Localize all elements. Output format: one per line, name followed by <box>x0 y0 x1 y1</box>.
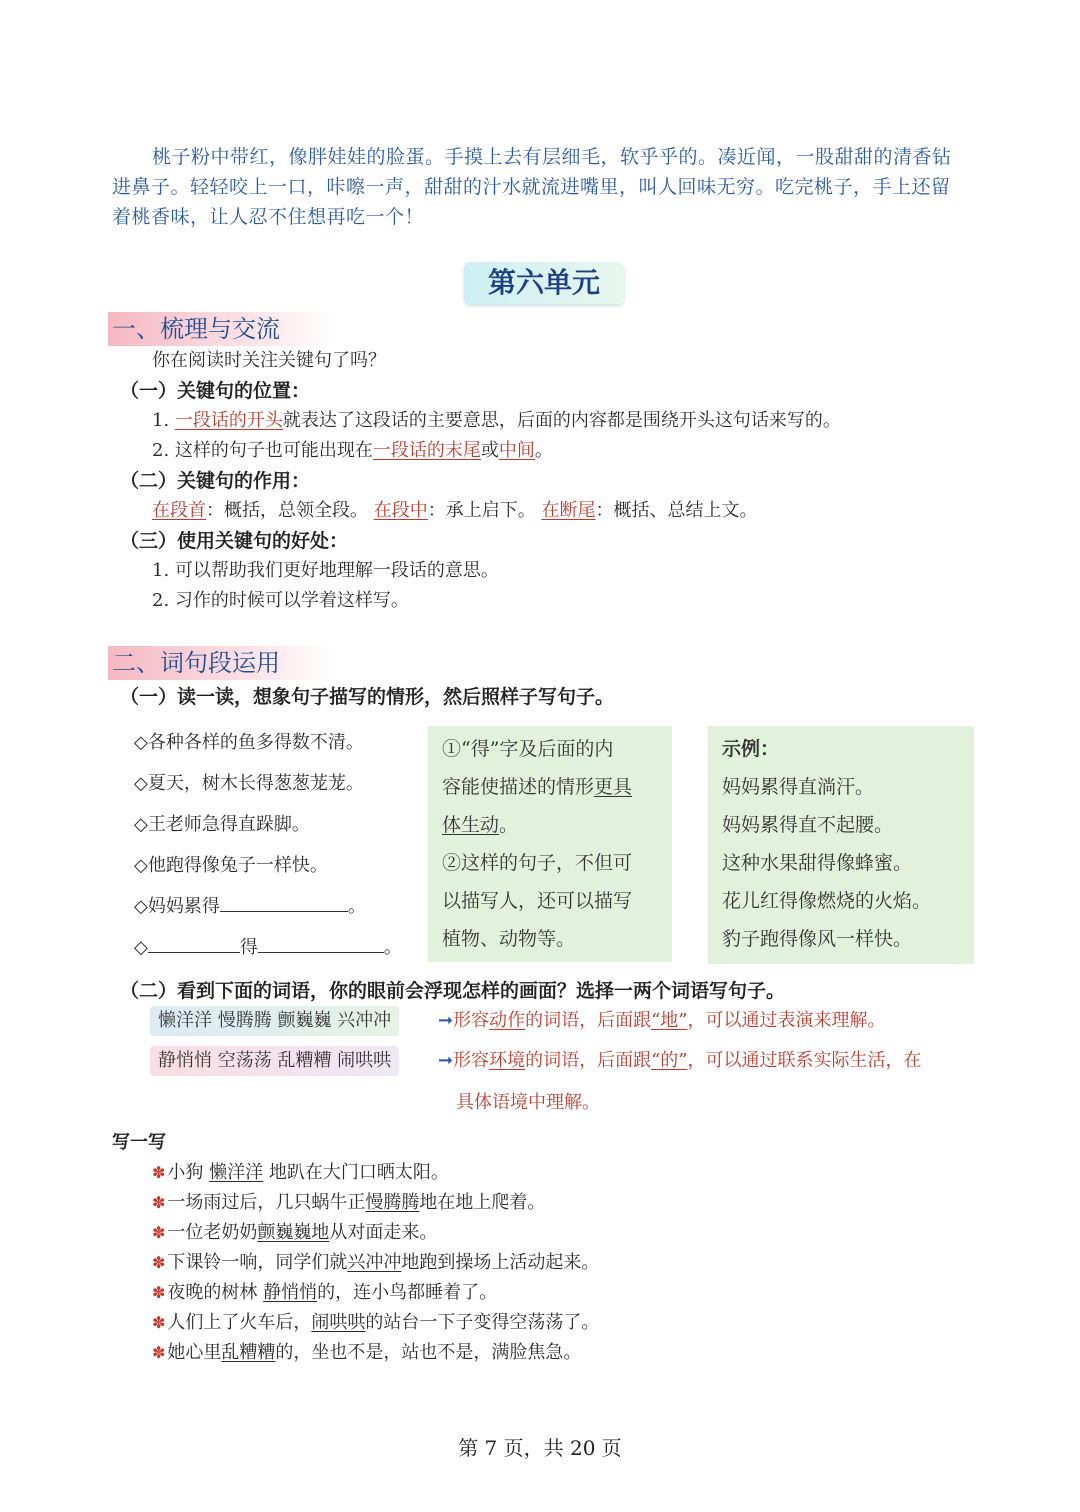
tip-line: 以描写人，还可以描写 <box>442 890 633 912</box>
list-item <box>152 1248 599 1278</box>
intro-line-1: 桃子粉中带红，像胖娃娃的脸蛋。手摸上去有层细毛，软乎乎的。凑近闻，一股甜甜的清香钻 <box>152 146 952 168</box>
sentence-underline: 乱糟糟 <box>221 1342 276 1363</box>
sentence-text: 的站台一下子变得空荡荡了。 <box>365 1312 600 1333</box>
tip-line: ①“得”字及后面的内 <box>442 738 614 760</box>
flower-icon: ✽ <box>152 1313 166 1332</box>
list-item <box>152 1158 599 1188</box>
item-text: 。 <box>383 937 402 958</box>
sentence-text: 下课铃一响，同学们就 <box>167 1252 348 1273</box>
example-line: 豹子跑得像风一样快。 <box>722 928 913 950</box>
write-sentence-list <box>152 1158 599 1368</box>
sentence-text: 小狗 <box>167 1162 210 1183</box>
flower-icon: ✽ <box>152 1223 166 1242</box>
note-underline: “的” <box>651 1050 688 1071</box>
example-heading: 示例： <box>722 738 780 760</box>
sentence-underline: 兴冲冲 <box>347 1252 402 1273</box>
list-item <box>152 1188 599 1218</box>
list-item: ◇夏天，树木长得葱葱茏茏。 <box>134 773 364 794</box>
note-text: ，可以通过联系实际生活，在 <box>687 1050 922 1071</box>
action-words: 懒洋洋 慢腾腾 颤巍巍 兴冲冲 <box>150 1006 399 1036</box>
list-item: ◇他跑得像兔子一样快。 <box>134 855 328 876</box>
key-sentence-position-title: （一）关键句的位置： <box>120 380 311 402</box>
arrow-icon: ➞ <box>438 1050 454 1071</box>
page-number: 第 7 页，共 20 页 <box>458 1436 622 1460</box>
position-item-1 <box>152 406 841 436</box>
flower-icon: ✽ <box>152 1193 166 1212</box>
sentence-text: 人们上了火车后， <box>167 1312 312 1333</box>
function-line <box>152 496 757 526</box>
read-and-write-title: （一）读一读，想象句子描写的情形，然后照样子写句子。 <box>120 686 615 708</box>
item-number: 2. <box>152 440 170 461</box>
list-item <box>152 1278 599 1308</box>
word-imagination-title: （二）看到下面的词语，你的眼前会浮现怎样的画面？选择一两个词语写句子。 <box>120 980 786 1002</box>
item-text: 就表达了这段话的主要意思，后面的内容都是围绕开头这句话来写的。 <box>282 410 841 431</box>
list-item <box>152 1338 599 1368</box>
sentence-text: 地在地上爬着。 <box>419 1192 546 1213</box>
item-text: ：承上启下。 <box>427 500 536 521</box>
emphasis-text: 在段中 <box>373 500 428 521</box>
fill-blank-2 <box>134 927 414 968</box>
sentence-underline: 静悄悄 <box>263 1282 318 1303</box>
key-sentence-benefit-title: （三）使用关键句的好处： <box>120 530 349 552</box>
flower-icon: ✽ <box>152 1283 166 1302</box>
sentence-text: 一位老奶奶 <box>167 1222 258 1243</box>
answer-blank[interactable] <box>148 932 240 953</box>
example-line: 妈妈累得直不起腰。 <box>722 814 894 836</box>
sentence-text: 夜晚的树林 <box>167 1282 264 1303</box>
note-text: 形容 <box>453 1050 490 1071</box>
emphasis-text: 一段话的开头 <box>174 410 283 431</box>
sentence-text: 的，坐也不是，站也不是，满脸焦急。 <box>275 1342 582 1363</box>
example-box <box>708 726 974 964</box>
environment-words: 静悄悄 空荡荡 乱糟糟 闹哄哄 <box>150 1046 399 1076</box>
flower-icon: ✽ <box>152 1343 166 1362</box>
arrow-icon: ➞ <box>438 1010 454 1031</box>
environment-words-note-line-2: 具体语境中理解。 <box>456 1092 600 1113</box>
unit-title: 第六单元 <box>464 262 624 304</box>
write-title: 写一写 <box>112 1132 166 1153</box>
flower-icon: ✽ <box>152 1163 166 1182</box>
tip-text: 容能使描述的情形 <box>442 776 595 798</box>
item-text: ：概括，总领全段。 <box>206 500 368 521</box>
list-item: ◇王老师急得直跺脚。 <box>134 814 310 835</box>
sentence-text: 一场雨过后，几只蜗牛正 <box>167 1192 366 1213</box>
note-text: 形容 <box>453 1010 490 1031</box>
list-item <box>152 1308 599 1338</box>
sentence-underline: 闹哄哄 <box>311 1312 366 1333</box>
example-line: 妈妈累得直淌汗。 <box>722 776 875 798</box>
sentence-underline: 懒洋洋 <box>209 1162 264 1183</box>
section-1-heading: 一、梳理与交流 <box>108 312 334 346</box>
note-underline: “地” <box>651 1010 688 1031</box>
key-sentence-function-title: （二）关键句的作用： <box>120 470 311 492</box>
list-item <box>152 1218 599 1248</box>
emphasis-text: 在断尾 <box>541 500 596 521</box>
item-text: 或 <box>480 440 499 461</box>
action-words-note <box>438 1006 886 1036</box>
section-1-question: 你在阅读时关注关键句了吗？ <box>152 350 386 371</box>
example-line: 这种水果甜得像蜂蜜。 <box>722 852 913 874</box>
environment-words-note <box>438 1046 922 1076</box>
example-sentence-list <box>134 722 414 968</box>
note-underline: 环境 <box>489 1050 526 1071</box>
answer-blank[interactable] <box>220 891 348 912</box>
item-text: 这样的句子也可能出现在 <box>174 440 373 461</box>
item-text: ：概括、总结上文。 <box>595 500 758 521</box>
item-text: 。 <box>347 896 366 917</box>
tip-underline: 体生动 <box>442 814 500 836</box>
tip-line: ②这样的句子，不但可 <box>442 852 633 874</box>
position-item-2 <box>152 436 553 466</box>
item-text: 得 <box>239 937 258 958</box>
intro-line-2: 进鼻子。轻轻咬上一口，咔嚓一声，甜甜的汁水就流进嘴里，叫人回味无穷。吃完桃子，手上还留 <box>112 176 951 198</box>
sentence-text: 的，连小鸟都睡着了。 <box>317 1282 498 1303</box>
item-text: ◇ <box>134 937 148 958</box>
note-text: 的词语，后面跟 <box>525 1010 652 1031</box>
item-number: 1. <box>152 410 170 431</box>
fill-blank-1 <box>134 886 414 927</box>
list-item: ◇各种各样的鱼多得数不清。 <box>134 732 364 753</box>
emphasis-text: 中间 <box>498 440 535 461</box>
intro-line-3: 着桃香味，让人忍不住想再吃一个！ <box>112 206 425 228</box>
intro-paragraph <box>112 142 972 232</box>
tip-text: 。 <box>499 814 519 836</box>
flower-icon: ✽ <box>152 1253 166 1272</box>
sentence-text: 从对面走来。 <box>329 1222 438 1243</box>
note-text: ，可以通过表演来理解。 <box>687 1010 886 1031</box>
note-underline: 动作 <box>489 1010 526 1031</box>
tip-line <box>442 806 672 844</box>
item-text: 。 <box>534 440 553 461</box>
note-text: 的词语，后面跟 <box>525 1050 652 1071</box>
tip-underline: 更具 <box>594 776 633 798</box>
sentence-text: 地跑到操场上活动起来。 <box>401 1252 600 1273</box>
sentence-underline: 慢腾腾 <box>365 1192 420 1213</box>
benefit-item-1: 1. 可以帮助我们更好地理解一段话的意思。 <box>152 560 499 581</box>
item-text: ◇妈妈累得 <box>134 896 220 917</box>
example-line: 花儿红得像燃烧的火焰。 <box>722 890 932 912</box>
section-2-heading: 二、词句段运用 <box>108 646 334 680</box>
sentence-text: 她心里 <box>167 1342 222 1363</box>
benefit-item-2: 2. 习作的时候可以学着这样写。 <box>152 590 409 611</box>
sentence-text: 地趴在大门口晒太阳。 <box>263 1162 449 1183</box>
tip-line: 植物、动物等。 <box>442 928 576 950</box>
tip-line <box>442 768 672 806</box>
answer-blank[interactable] <box>258 932 384 953</box>
emphasis-text: 在段首 <box>152 500 206 521</box>
sentence-underline: 颤巍巍地 <box>257 1222 330 1243</box>
tip-box <box>428 726 672 962</box>
emphasis-text: 一段话的末尾 <box>372 440 481 461</box>
